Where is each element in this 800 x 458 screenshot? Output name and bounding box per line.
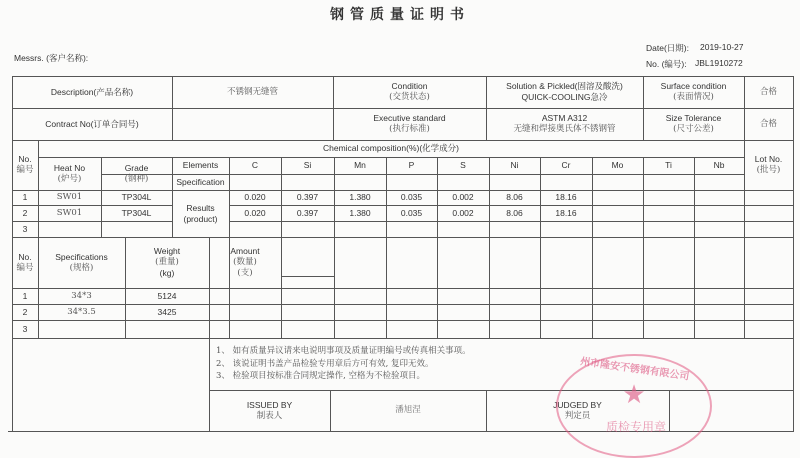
chem-no-label-cn: 编号	[16, 165, 34, 175]
element-p: P	[408, 160, 415, 170]
surface-label-cn: (表面情况)	[673, 92, 714, 102]
value-s: 0.002	[452, 192, 474, 202]
row-no: 3	[22, 323, 28, 334]
issued-by-name-text: 潘旭涅	[395, 405, 421, 415]
condition-value-line1: Solution & Pickled(固溶及酸洗)	[506, 81, 623, 91]
note-item: 1、 如有质量异议请来电说明事项及质量证明编号或传真相关事项。	[216, 346, 471, 356]
issued-by-label-cn: 制表人	[256, 410, 283, 421]
judged-by-label-cn: 判定员	[564, 410, 591, 421]
amount-header	[209, 237, 281, 288]
element-s: S	[460, 160, 466, 170]
value-si: 0.397	[296, 192, 319, 202]
elements-label: Elements	[182, 160, 219, 170]
spec-no-header	[12, 237, 38, 288]
element-header-nb	[694, 157, 744, 174]
element-header-mo	[592, 157, 643, 174]
stamp-star-icon: ★	[622, 380, 646, 410]
element-c: C	[251, 160, 259, 170]
specification: 34*3.5	[67, 306, 96, 317]
lot-no-header	[744, 140, 793, 190]
row-no: 2	[22, 207, 28, 218]
element-mo: Mo	[611, 160, 624, 170]
tolerance-value	[744, 108, 793, 140]
number-value: JBL1910272	[695, 58, 743, 68]
chem-section-title	[38, 140, 744, 157]
issued-by-label	[209, 390, 330, 431]
heat-no-label-cn: (炉号)	[57, 173, 82, 184]
value-p: 0.035	[400, 207, 423, 218]
element-cr: Cr	[561, 160, 571, 170]
condition-label-cn: (交货状态)	[389, 92, 430, 102]
specification-header	[172, 174, 229, 190]
elements-header	[172, 157, 229, 174]
contract-label	[12, 108, 172, 140]
amount-unit: (支)	[237, 268, 253, 278]
element-header-ti	[643, 157, 694, 174]
value-c: 0.020	[244, 192, 266, 202]
value-cr: 18.16	[555, 192, 577, 202]
row-no: 2	[22, 306, 28, 317]
customer-label: Messrs. (客户名称):	[14, 53, 89, 63]
weight-header	[125, 237, 209, 288]
contract-value	[172, 108, 333, 140]
value-mn: 1.380	[349, 192, 371, 202]
weight-unit: (kg)	[159, 268, 175, 278]
note-item: 3、 检验项目按标准合同规定操作, 空格为不检验项目。	[216, 371, 426, 381]
element-header-si	[281, 157, 334, 174]
specifications-label-en: Specifications	[55, 251, 108, 262]
element-ni: Ni	[510, 160, 519, 170]
lot-no-label-cn: (批号)	[756, 165, 781, 175]
grade: TP304L	[121, 192, 152, 202]
standard-value-line2: 无缝和焊接奥氏体不锈钢管	[513, 124, 616, 134]
standard-label	[333, 108, 486, 140]
element-si: Si	[303, 160, 312, 170]
condition-label	[333, 76, 486, 108]
tolerance-label	[643, 108, 744, 140]
amount-label-cn: (数量)	[233, 257, 257, 267]
lot-no-label-en: Lot No.	[754, 154, 783, 164]
tolerance-value-text: 合格	[759, 118, 777, 129]
date-value: 2019-10-27	[700, 42, 744, 52]
results-label-en: Results	[186, 202, 215, 213]
element-header-c	[229, 157, 281, 174]
heat-no: SW01	[56, 192, 83, 202]
description-label-text: Description(产品名称)	[50, 86, 134, 97]
tolerance-label-cn: (尺寸公差)	[673, 124, 714, 134]
surface-value	[744, 76, 793, 108]
weight: 3425	[157, 306, 177, 317]
value-p: 0.035	[400, 192, 423, 202]
chem-section-title-text: Chemical composition(%)(化学成分)	[322, 143, 460, 153]
note-item: 2、 该说证明书盖产品检验专用章后方可有效, 复印无效。	[216, 358, 434, 369]
specification: 34*3	[71, 290, 92, 301]
weight-label-cn: (重量)	[155, 257, 179, 267]
specifications-header	[38, 237, 125, 288]
element-header-s	[437, 157, 489, 174]
element-header-p	[386, 157, 437, 174]
notes-list	[216, 345, 786, 383]
results-label-cn: (product)	[183, 213, 218, 224]
grade: TP304L	[121, 207, 152, 218]
chem-no-label-en: No.	[18, 154, 32, 164]
description-label	[12, 76, 172, 108]
standard-value	[486, 108, 643, 140]
value-ni: 8.06	[506, 192, 523, 202]
weight-label-en: Weight	[153, 246, 181, 256]
surface-label	[643, 76, 744, 108]
issued-by-label-en: ISSUED BY	[246, 399, 293, 410]
value-cr: 18.16	[555, 207, 577, 218]
element-mn: Mn	[354, 160, 366, 170]
value-ni: 8.06	[506, 207, 523, 218]
surface-value-text: 合格	[759, 86, 777, 97]
heat-no-label-en: Heat No	[53, 162, 86, 173]
number-label: No. (编号):	[646, 59, 687, 69]
spec-no-label-en: No.	[18, 251, 32, 262]
row-no: 1	[22, 192, 28, 202]
specifications-label-cn: (规格)	[69, 262, 94, 273]
date-label: Date(日期):	[646, 43, 689, 53]
contract-label-text: Contract No(订单合同号)	[45, 118, 139, 129]
judged-by-label-en: JUDGED BY	[553, 399, 602, 410]
amount-label-en: Amount	[230, 246, 260, 256]
grade-header	[101, 157, 172, 190]
value-si: 0.397	[296, 207, 319, 218]
grade-label-cn: (钢种)	[124, 173, 149, 184]
condition-value-line2: QUICK-COOLING急冷	[521, 92, 608, 102]
description-value	[172, 76, 333, 108]
value-s: 0.002	[452, 207, 474, 218]
element-header-cr	[540, 157, 592, 174]
stamp-bottom-text: 质检专用章	[605, 420, 666, 434]
element-ti: Ti	[665, 160, 672, 170]
standard-label-en: Executive standard	[373, 113, 446, 123]
grade-label-en: Grade	[124, 162, 149, 173]
standard-value-line1: ASTM A312	[541, 113, 588, 123]
issued-by-name	[330, 390, 486, 431]
tolerance-label-en: Size Tolerance	[665, 113, 722, 123]
specification-label: Specification	[176, 176, 225, 187]
heat-no-header	[38, 157, 101, 190]
surface-label-en: Surface condition	[660, 81, 727, 91]
document-title: 钢管质量证明书	[330, 7, 470, 23]
element-nb: Nb	[713, 160, 725, 170]
value-mn: 1.380	[349, 207, 371, 218]
standard-label-cn: (执行标准)	[389, 124, 430, 134]
description-value-text: 不锈钢无缝管	[226, 86, 278, 97]
weight: 5124	[157, 290, 177, 301]
row-no: 1	[22, 290, 28, 301]
heat-no: SW01	[56, 207, 83, 218]
stamp-top-text: 州市隆安不锈钢有限公司	[579, 356, 690, 383]
spec-no-label-cn: 编号	[16, 262, 34, 273]
row-no: 3	[22, 223, 28, 234]
element-header-ni	[489, 157, 540, 174]
value-c: 0.020	[244, 207, 266, 218]
results-header	[172, 190, 229, 237]
condition-value	[486, 76, 643, 108]
chem-no-header	[12, 140, 38, 190]
condition-label-en: Condition	[391, 81, 428, 91]
element-header-mn	[334, 157, 386, 174]
